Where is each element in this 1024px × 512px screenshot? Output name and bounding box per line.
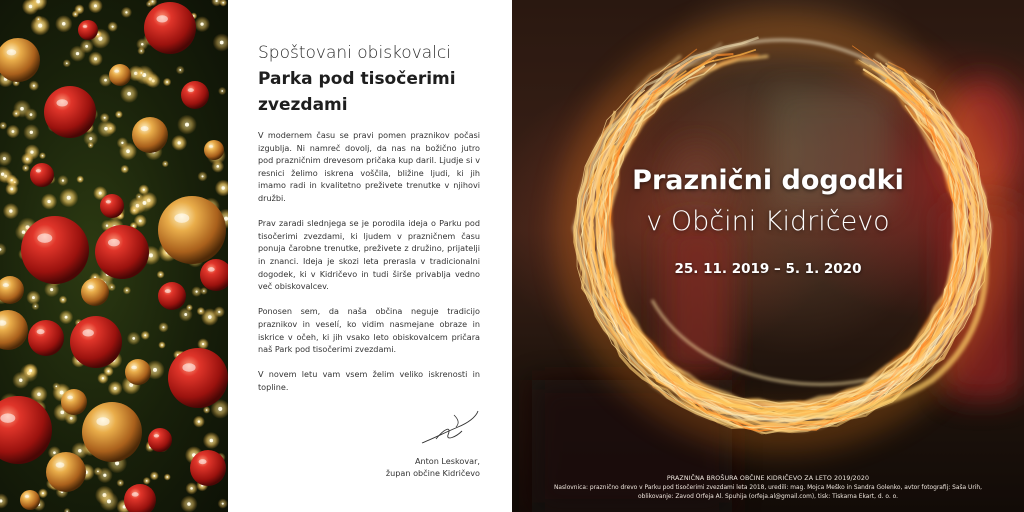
credits-line: oblikovanje: Zavod Orfeja Al. Spuhija (orfeja.al@gmail.com), tisk: Tiskarna Ekart, d. o. o. (638, 494, 898, 500)
letter-greeting: Spoštovani obiskovalci (258, 43, 451, 63)
signer-name: Anton Leskovar, (414, 456, 480, 466)
mayor-letter-page (228, 0, 512, 512)
christmas-tree-photo (0, 0, 228, 512)
fire-ring-graphic (512, 0, 1024, 512)
credits-line: Naslovnica: praznično drevo v Parku pod tisočerimi zvezdami leta 2018, uredili: mag. Mojca Meško in Sandra Golenko, avtor fotografij: Saša Urih, (553, 484, 983, 491)
letter-paragraph: Ponosen sem, da naša občina neguje tradicijo praznikov in veselí, ko vidim nasmejane obraze in iskrice v očeh, ki jih vsako leto obiskovalcem pričara naš Park pod tisočerimi zvezdami. (258, 306, 480, 355)
cover-subtitle: v Občini Kidričevo (646, 206, 890, 237)
letter-paragraph: Prav zaradi slednjega se je porodila ideja o Parku pod tisočerimi zvezdami, ki ljudem v prazničnem času ponuja čarobne trenutke, preživete z družino, prijatelji in znanci. Ideja je skozi leta prerasla v tradicionalni dogodek, ki v Kidričevo in tudi širše privablja vedno več obiskovalcev. (258, 218, 480, 292)
fire-circle-cover-photo (512, 0, 1024, 512)
cover-dates: 25. 11. 2019 – 5. 1. 2020 (674, 261, 862, 277)
cover-title: Praznični dogodki (632, 165, 904, 196)
letter-body (258, 129, 480, 406)
signer-block (386, 455, 480, 479)
brochure-credits (512, 474, 1024, 503)
letter-park-title: Parka pod tisočerimi zvezdami (258, 69, 456, 115)
letter-paragraph: V modernem času se pravi pomen praznikov počasi izgublja. Ni namreč dovolj, da nas na božično jutro pod prazničnim drevesom pričaka kup daril. Ljudje si v resnici želimo iskrena voščila, bližine ljudi, ki jih imamo radi in kvalitetno preživete trenutke v njihovi družbi. (258, 130, 480, 203)
handwritten-signature (418, 405, 482, 449)
signer-title: župan občine Kidričevo (385, 468, 480, 478)
letter-paragraph: V novem letu vam vsem želim veliko iskrenosti in topline. (258, 369, 480, 392)
tree-ornaments-graphic (0, 0, 228, 512)
credits-title: PRAZNIČNA BROŠURA OBČINE KIDRIČEVO ZA LETO 2019/2020 (666, 475, 870, 482)
